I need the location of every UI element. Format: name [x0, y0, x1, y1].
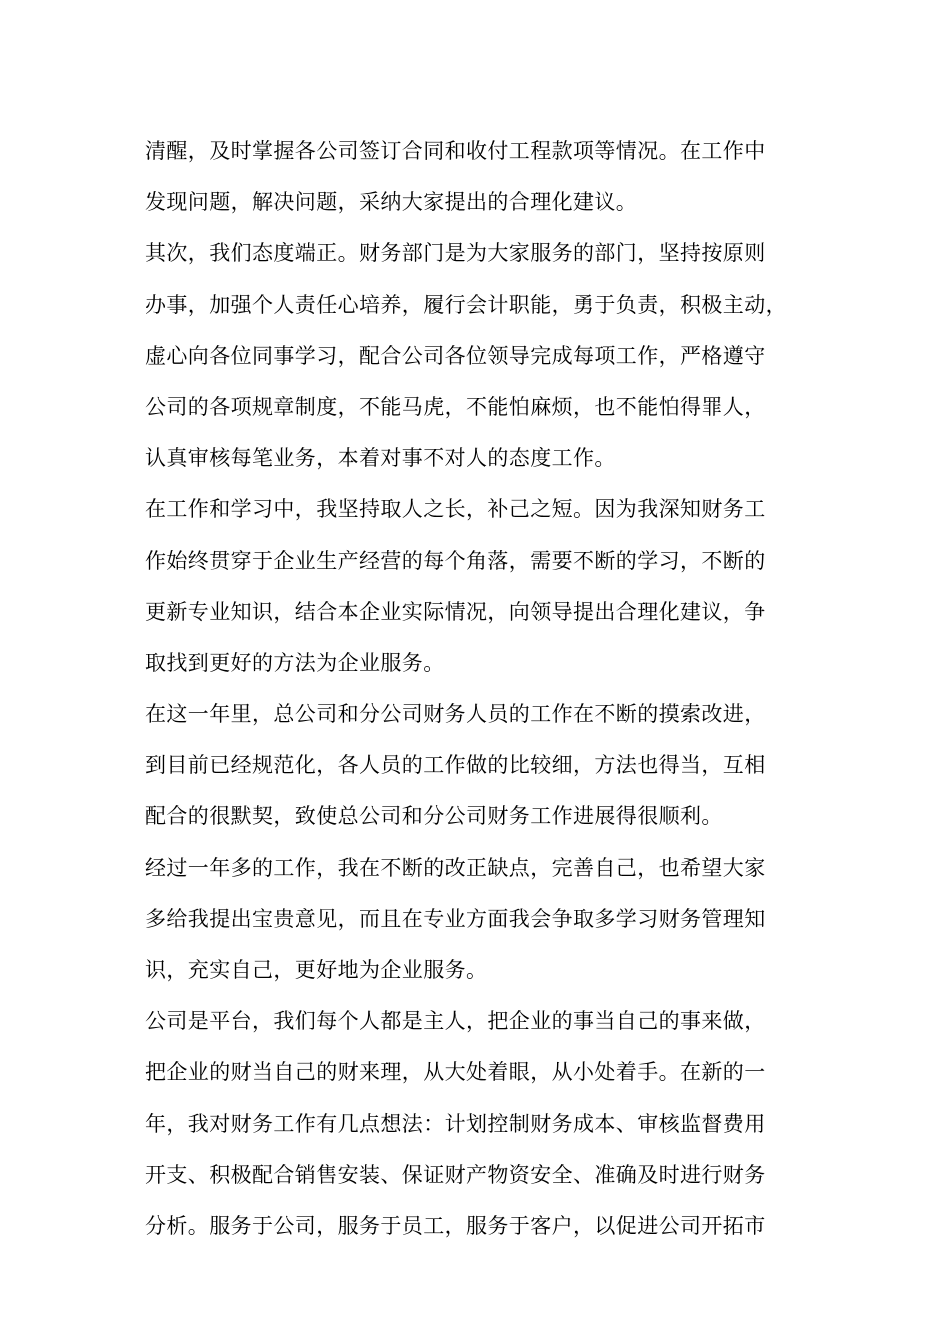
- text-line: 办事，加强个人责任心培养，履行会计职能，勇于负责，积极主动，: [145, 292, 787, 317]
- text-line: 其次，我们态度端正。财务部门是为大家服务的部门，坚持按原则: [145, 241, 766, 266]
- text-line: 在工作和学习中，我坚持取人之长，补己之短。因为我深知财务工: [145, 497, 766, 522]
- text-line: 认真审核每笔业务，本着对事不对人的态度工作。: [145, 446, 616, 471]
- text-line: 更新专业知识，结合本企业实际情况，向领导提出合理化建议，争: [145, 599, 766, 624]
- text-line: 年，我对财务工作有几点想法：计划控制财务成本、审核监督费用: [145, 1111, 766, 1136]
- text-line: 把企业的财当自己的财来理，从大处着眼，从小处着手。在新的一: [145, 1060, 766, 1085]
- text-line: 分析。服务于公司，服务于员工，服务于客户，以促进公司开拓市: [145, 1213, 766, 1238]
- text-line: 识，充实自己，更好地为企业服务。: [145, 958, 488, 982]
- text-line: 虚心向各位同事学习，配合公司各位领导完成每项工作，严格遵守: [145, 343, 766, 368]
- text-line: 公司是平台，我们每个人都是主人，把企业的事当自己的事来做，: [145, 1009, 766, 1034]
- text-line: 开支、积极配合销售安装、保证财产物资安全、准确及时进行财务: [145, 1162, 766, 1187]
- text-line: 多给我提出宝贵意见，而且在专业方面我会争取多学习财务管理知: [145, 906, 766, 931]
- document-body: [145, 126, 825, 1252]
- text-line: 经过一年多的工作，我在不断的改正缺点，完善自己，也希望大家: [145, 855, 766, 880]
- text-line: 取找到更好的方法为企业服务。: [145, 650, 445, 675]
- text-line: 作始终贯穿于企业生产经营的每个角落，需要不断的学习，不断的: [145, 548, 766, 573]
- text-line: 到目前已经规范化，各人员的工作做的比较细，方法也得当，互相: [145, 753, 766, 778]
- text-line: 公司的各项规章制度，不能马虎，不能怕麻烦，也不能怕得罪人，: [145, 394, 766, 419]
- text-line: 清醒，及时掌握各公司签订合同和收付工程款项等情况。在工作中: [145, 139, 766, 163]
- text-line: 配合的很默契，致使总公司和分公司财务工作进展得很顺利。: [145, 804, 723, 829]
- text-line: 在这一年里，总公司和分公司财务人员的工作在不断的摸索改进，: [145, 702, 766, 727]
- text-line: 发现问题，解决问题，采纳大家提出的合理化建议。: [145, 190, 638, 215]
